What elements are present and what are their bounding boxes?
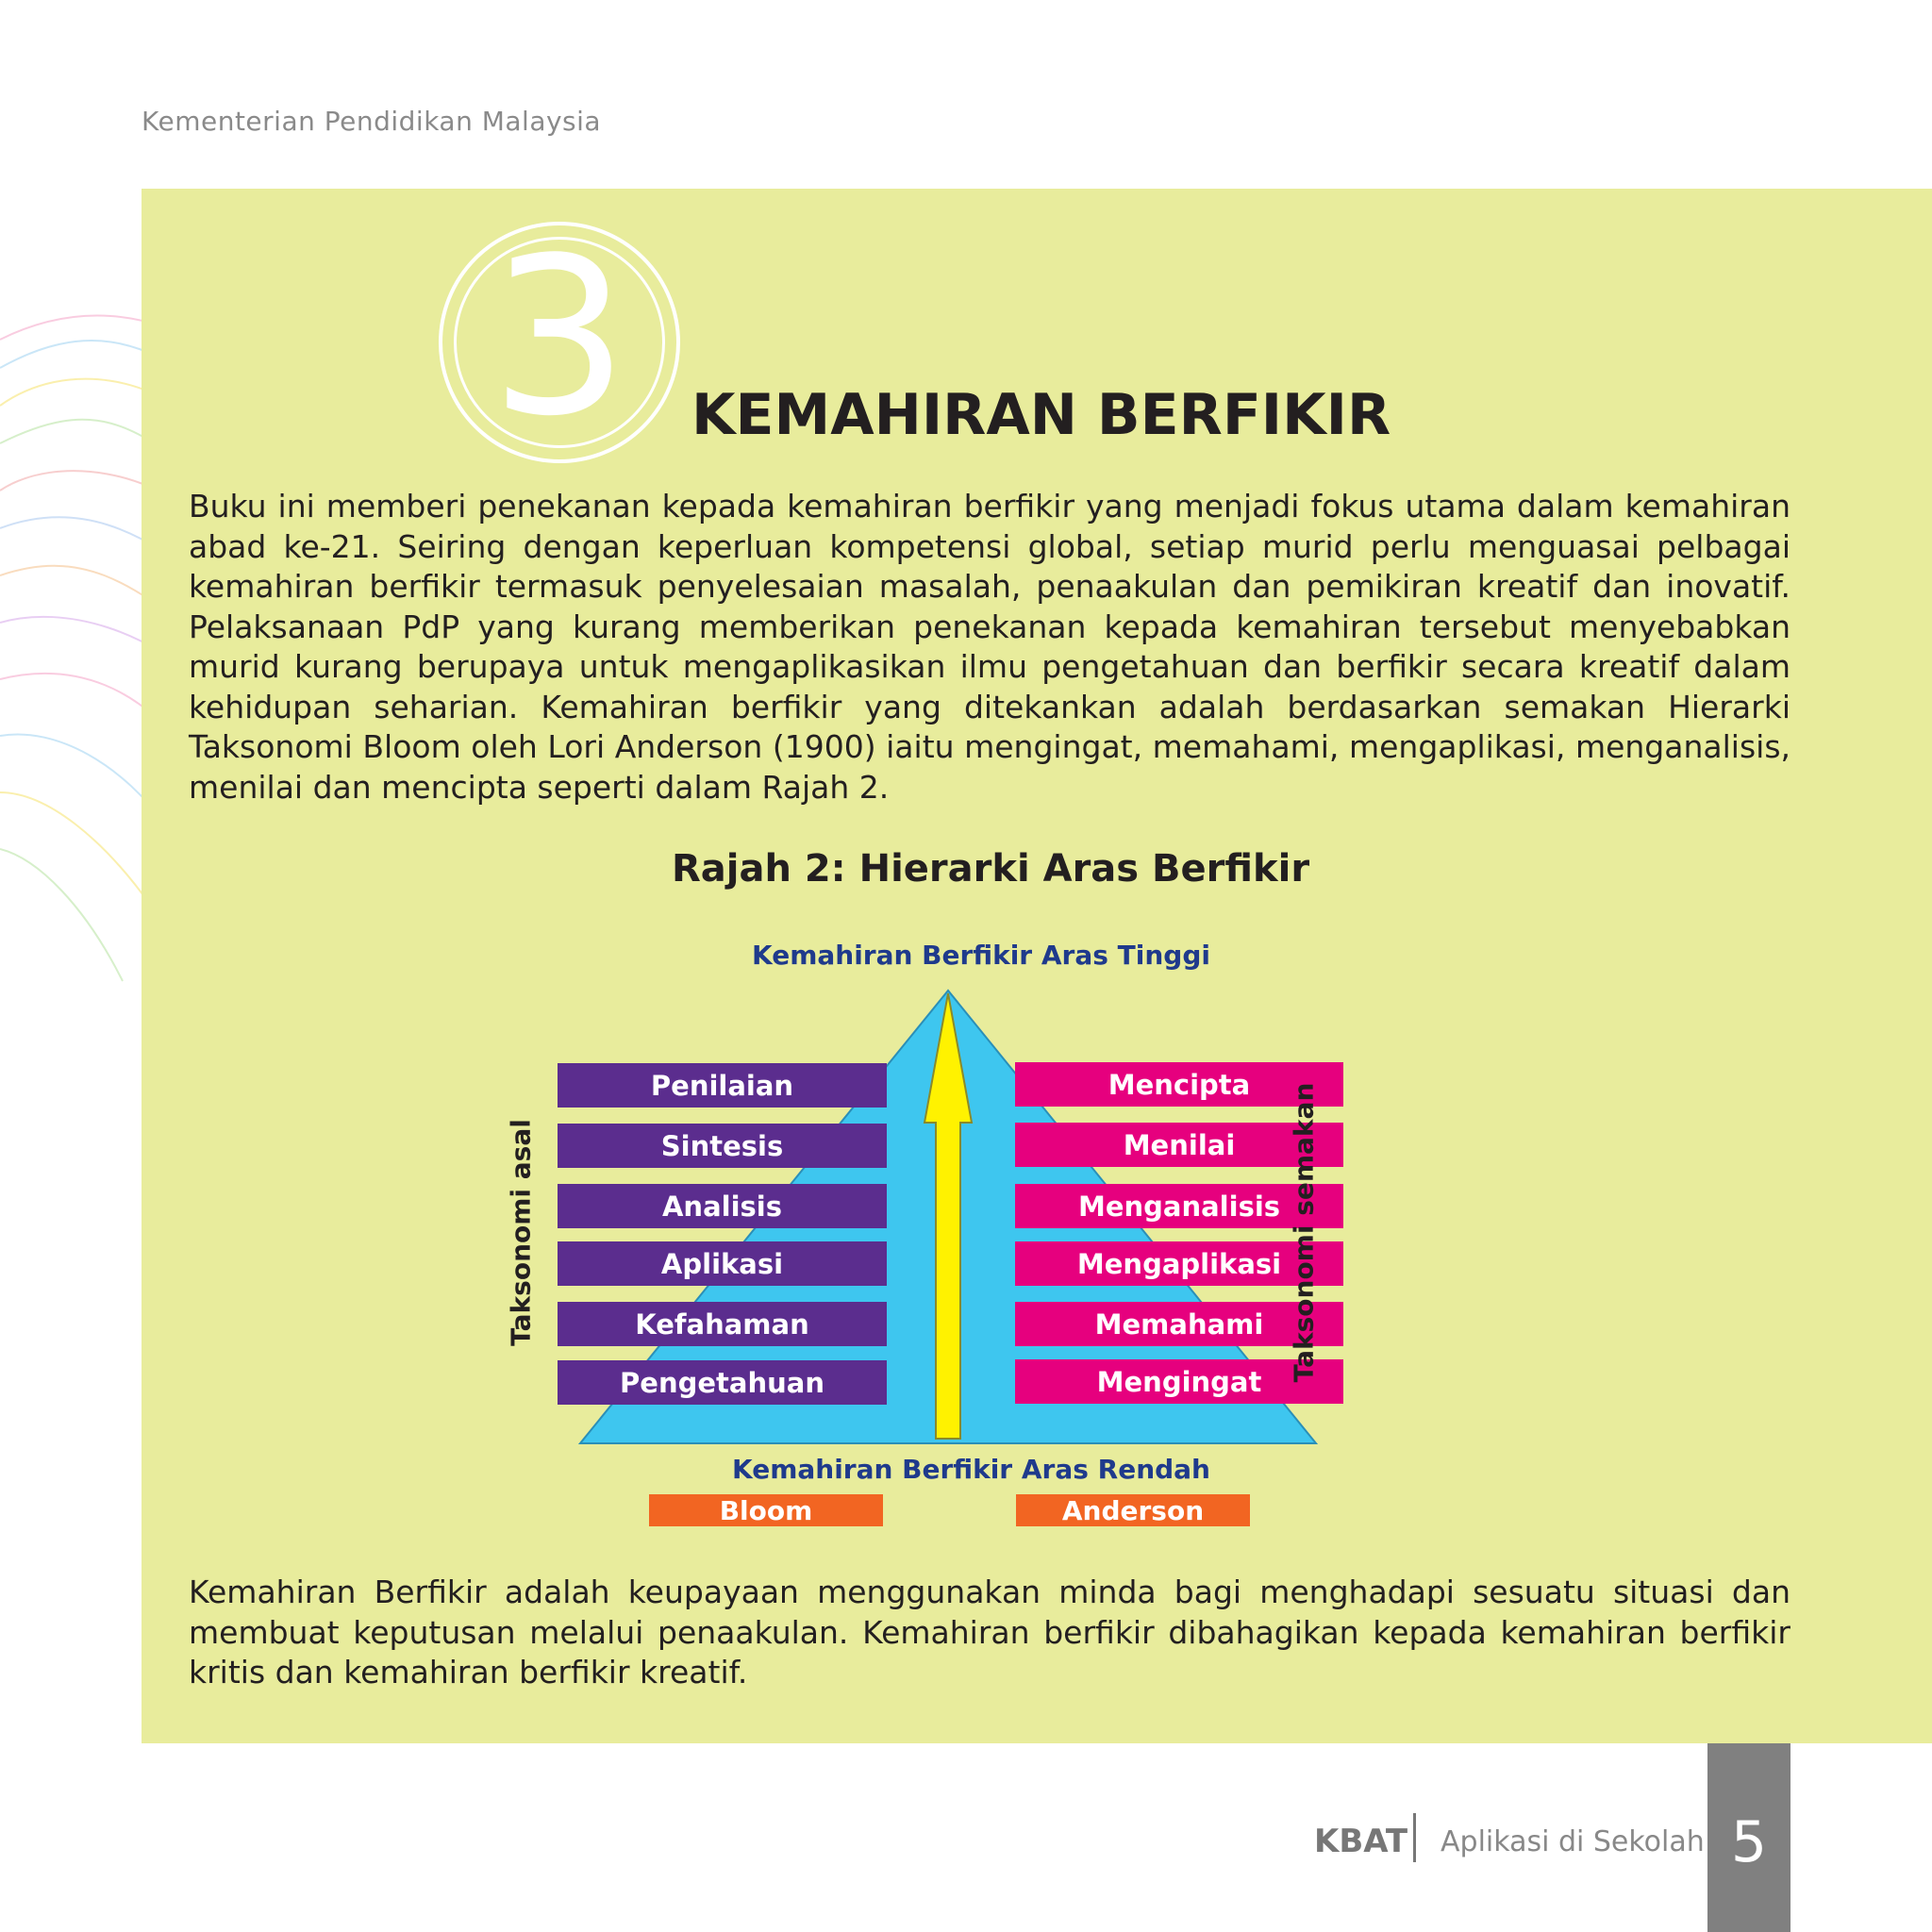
- revised-taxonomy-label: Taksonomi semakan: [1288, 1082, 1320, 1383]
- bloom-level-5: Kefahaman: [558, 1302, 887, 1346]
- anderson-tag: Anderson: [1016, 1494, 1250, 1526]
- bloom-level-3: Analisis: [558, 1184, 887, 1228]
- figure-title: Rajah 2: Hierarki Aras Berfikir: [671, 847, 1310, 891]
- pyramid-graphic: [472, 929, 1415, 1533]
- thinking-hierarchy-diagram: [472, 929, 1415, 1533]
- bloom-tag: Bloom: [649, 1494, 883, 1526]
- page-number: 5: [1730, 1809, 1768, 1875]
- anderson-level-5: Memahami: [1015, 1302, 1343, 1346]
- footer-subtitle: Aplikasi di Sekolah: [1441, 1825, 1705, 1858]
- original-taxonomy-label: Taksonomi asal: [505, 1119, 537, 1346]
- chapter-number: 3: [490, 212, 629, 464]
- anderson-level-1: Mencipta: [1015, 1062, 1343, 1107]
- footer-divider: [1413, 1813, 1416, 1862]
- anderson-level-2: Menilai: [1015, 1123, 1343, 1167]
- bloom-level-6: Pengetahuan: [558, 1360, 887, 1405]
- chapter-title: KEMAHIRAN BERFIKIR: [691, 382, 1391, 448]
- page-number-tab: [1707, 1743, 1790, 1932]
- low-order-label: Kemahiran Berfikir Aras Rendah: [732, 1454, 1210, 1485]
- bloom-level-1: Penilaian: [558, 1063, 887, 1108]
- high-order-label: Kemahiran Berfikir Aras Tinggi: [752, 940, 1210, 971]
- bloom-level-2: Sintesis: [558, 1124, 887, 1168]
- anderson-level-3: Menganalisis: [1015, 1184, 1343, 1228]
- header-organization: Kementerian Pendidikan Malaysia: [142, 106, 602, 137]
- bloom-level-4: Aplikasi: [558, 1241, 887, 1286]
- anderson-level-6: Mengingat: [1015, 1359, 1343, 1404]
- intro-paragraph: Buku ini memberi penekanan kepada kemahiran berfikir yang menjadi fokus utama dalam kemahiran abad ke-21. Seiring dengan keperluan kompetensi global, setiap murid perlu menguasai pelbagai kemahiran berfikir termasuk penyelesaian masalah, penaakulan dan pemikiran kreatif dan inovatif. Pelaksanaan PdP yang kurang memberikan penekanan kepada kemahiran tersebut menyebabkan murid kurang berupaya untuk mengaplikasikan ilmu pengetahuan dan berfikir secara kreatif dalam kehidupan seharian. Kemahiran berfikir yang ditekankan adalah berdasarkan semakan Hierarki Taksonomi Bloom oleh Lori Anderson (1900) iaitu mengingat, memahami, mengaplikasi, menganalisis, menilai dan mencipta seperti dalam Rajah 2.: [189, 488, 1790, 806]
- chapter-number-badge: [439, 212, 680, 464]
- definition-paragraph: Kemahiran Berfikir adalah keupayaan menggunakan minda bagi menghadapi sesuatu situasi dan membuat keputusan melalui penaakulan. Kemahiran berfikir dibahagikan kepada kemahiran berfikir kritis dan kemahiran berfikir kreatif.: [189, 1574, 1790, 1690]
- anderson-level-4: Mengaplikasi: [1015, 1241, 1343, 1286]
- footer-brand: KBAT: [1314, 1823, 1408, 1860]
